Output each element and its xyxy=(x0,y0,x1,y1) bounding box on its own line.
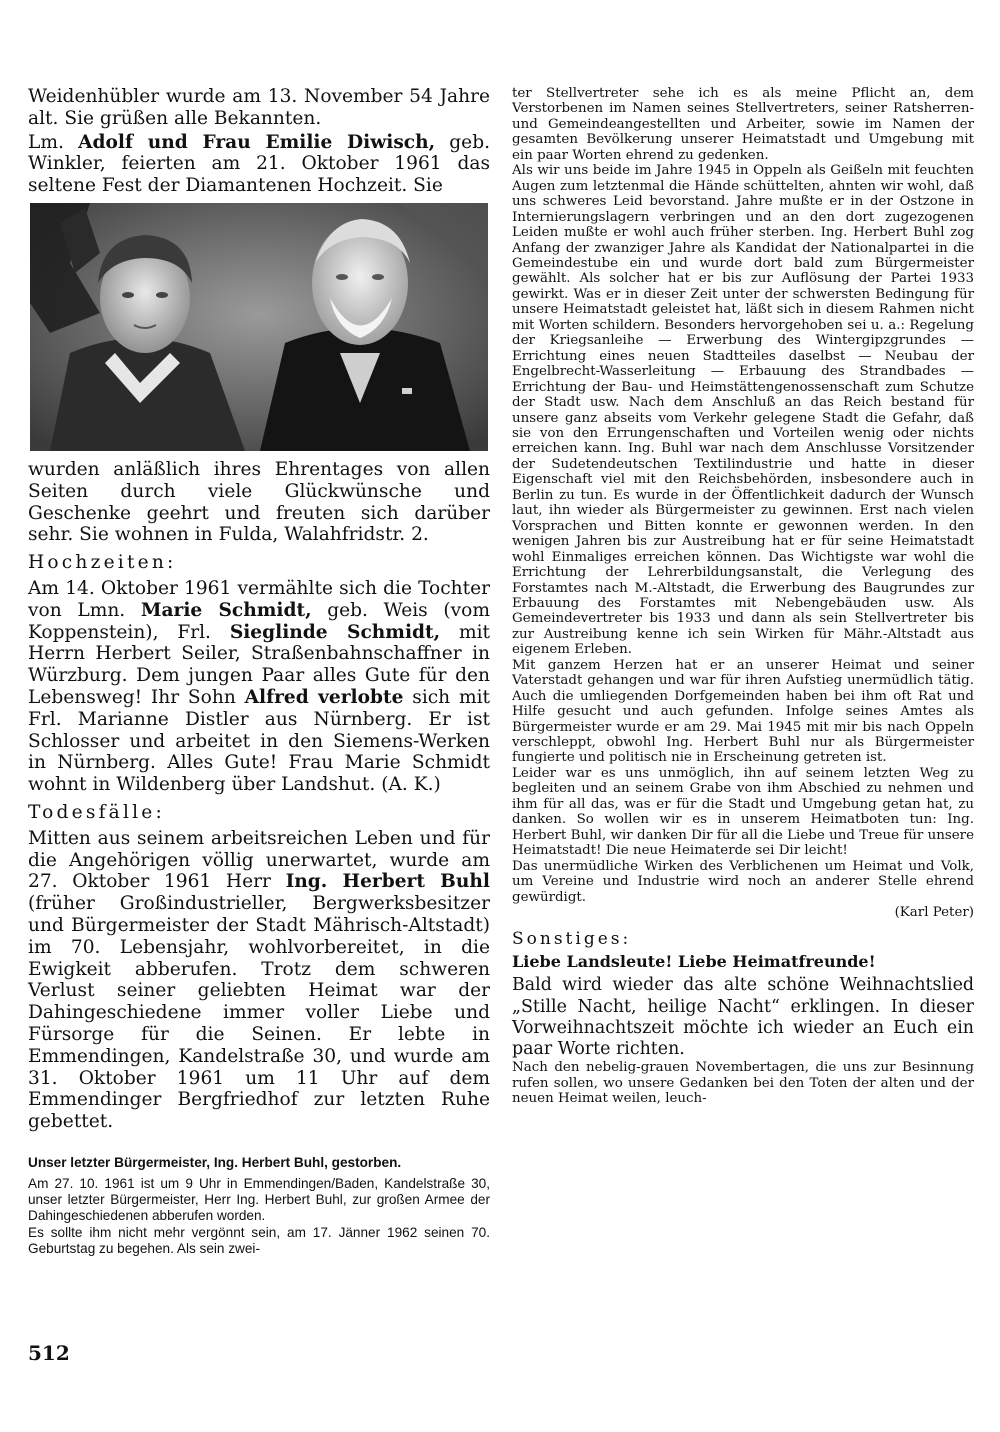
deaths-paragraph xyxy=(28,828,490,1133)
couple-photo xyxy=(30,203,488,451)
name-bold: Alfred verlobte xyxy=(244,686,404,708)
deaths-heading: Todesfälle: xyxy=(28,801,165,823)
right-paragraph-3: Mit ganzem Herzen hat er an unserer Heimat und seiner Vaterstadt gehangen und war für ihren Aufstieg unermüdlich tätig. Auch die umliegenden Dorfgemeinden haben bei ihm oft Rat und Hilfe gesucht und auch gefunden. Infolge seines Amtes als Bürgermeister wurde er am 29. Mai 1945 mit mir bis nach Oppeln verschleppt, obwohl Ing. Herbert Buhl nur als Bürgermeister fungierte und politisch nie in Erscheinung getreten ist. xyxy=(512,657,974,766)
text-span: Mitten aus seinem arbeitsreichen Leben und für die Angehörigen völlig unerwartet, wurde am 27. Oktober 1961 Herr xyxy=(28,827,490,893)
text-span: Lm. xyxy=(28,131,79,153)
signature: (Karl Peter) xyxy=(894,905,974,921)
right-paragraph-5 xyxy=(512,859,974,921)
weddings-heading: Hochzeiten: xyxy=(28,552,177,574)
name-bold: Ing. Herbert Buhl xyxy=(285,871,490,893)
text-span: mit Herrn Herbert Seiler, Straßenbahnschaffner in Würzburg. Dem jungen Paar alles Gute für den Lebensweg! Ihr Sohn xyxy=(28,621,490,708)
diamond-wedding-paragraph xyxy=(28,132,490,197)
text-span: Am 14. Oktober 1961 vermählte sich die Tochter von Lmn. xyxy=(28,577,490,621)
page-number: 512 xyxy=(28,1341,70,1365)
couple-photo-image xyxy=(30,203,488,451)
intro-paragraph: Weidenhübler wurde am 13. November 54 Jahre alt. Sie grüßen alle Bekannten. xyxy=(28,86,490,129)
right-column xyxy=(512,86,974,1107)
misc-heading: Sonstiges: xyxy=(512,929,632,950)
obituary-paragraph-1: Am 27. 10. 1961 ist um 9 Uhr in Emmendingen/Baden, Kandelstraße 30, unser letzter Bürgermeister, Herr Ing. Herbert Buhl, zur großen Armee der Dahingeschiedenen abberufen worden. xyxy=(28,1176,490,1223)
text-span: geb. Winkler, feierten am 21. Oktober 1961 das seltene Fest der Diamantenen Hochzeit. Sie xyxy=(28,131,491,197)
right-paragraph-1: ter Stellvertreter sehe ich es als meine Pflicht an, dem Verstorbenen im Namen seines Stellvertreters, seiner Ratsherren- und Gemeindeangestellten und Arbeiter, sowie im Namen der gesamten Bevölkerung unserer Heimatstadt und Umgebung mit ein paar Worten ehrend zu gedenken. xyxy=(512,86,974,163)
text-span: Das unermüdliche Wirken des Verblichenen um Heimat und Volk, um Vereine und Industrie wird noch an anderer Stelle ehrend gewürdigt. xyxy=(512,858,974,905)
text-span: (früher Großindustrieller, Bergwerksbesitzer und Bürgermeister der Stadt Mährisch-Altstadt) im 70. Lebensjahr, wohlvorbereitet, in die Ewigkeit abberufen. Trotz dem schweren Verlust seiner geliebten Heimat war der Dahingeschiedene immer voller Liebe und Fürsorge für die Seinen. Er lebte in Emmendingen, Kandelstraße 30, und wurde am 31. Oktober 1961 um 11 Uhr auf dem Emmendinger Bergfriedhof zur letzten Ruhe gebettet. xyxy=(28,893,490,1133)
christmas-paragraph: Bald wird wieder das alte schöne Weihnachtslied „Stille Nacht, heilige Nacht“ erklingen. In dieser Vorweihnachtszeit möchte ich wieder an Euch ein paar Worte richten. xyxy=(512,975,974,1059)
right-paragraph-2: Als wir uns beide im Jahre 1945 in Oppeln als Geißeln mit feuchten Augen zum letztenmal die Hände schüttelten, ahnten wir wohl, daß uns schweres Leid bevorstand. Jahre mußte er in der Ostzone in Internierungslagern verbringen und an den dort zugezogenen Leiden mußte er wohl auch früher sterben. Ing. Herbert Buhl zog Anfang der zwanziger Jahre als Kandidat der Nationalpartei in die Gemeindestube ein und wurde dort bald zum Bürgermeister gewählt. Als solcher hat er bis zur Auflösung der Partei 1933 gewirkt. Was er in dieser Zeit unter der schwersten Bedingung für unsere Heimatstadt geleistet hat, läßt sich in diesem Rahmen nicht mit Worten schildern. Besonders hervorgehoben sei u. a.: Regelung der Kriegsanleihe — Erwerbung des Wintergipzgrundes — Errichtung eines neuen Stadtteiles daselbst — Neubau der Engelbrecht-Wasserleitung — Erbauung des Strandbades — Errichtung der Bau- und Heimstättengenossenschaft zum Schutze der Stadt usw. Nach dem Anschluß an das Reich bestand für unsere ganz abseits vom Verkehr gelegene Stadt die Gefahr, daß sie von den Errungenschaften und Vorteilen wenig oder nichts erreichen kann. Ing. Buhl war nach dem Anschlusse Vorsitzender der Sudetendeutschen Textilindustrie und hatte in dieser Eigenschaft viel mit den Reichsbehörden, insbesondere auch in Berlin zu tun. Es wurde in der Öffentlichkeit dadurch der Wunsch laut, ihn wieder als Bürgermeister zu gewinnen. Erst nach vielen Vorsprachen und Bitten konnte er gewonnen werden. In den wenigen Jahren bis zur Austreibung hat er für seine Heimatstadt wohl Einmaliges erreichen können. Das Wichtigste war wohl die Errichtung der Lehrerbildungsanstalt, die Verlegung des Forstamtes nach M.-Altstadt, die Erwerbung des Baugrundes zur Erbauung des Forstamtes mit Nebengebäuden usw. Als Gemeindevertreter bis 1933 und dann als sein Stellvertreter bis zur Austreibung kenne ich sein Wirken für Mähr.-Altstadt aus eigenem Erleben. xyxy=(512,163,974,658)
right-paragraph-4: Leider war es uns unmöglich, ihn auf seinem letzten Weg zu begleiten und an seinem Grabe von ihm Abschied zu nehmen und ihm für all das, was er für die Stadt und Umgebung getan hat, zu danken. So wollen wir es in unserem Heimatboten tun: Ing. Herbert Buhl, wir danken Dir für all die Liebe und Treue für unsere Heimatstadt! Die neue Heimaterde sei Dir leicht! xyxy=(512,765,974,859)
obituary-article xyxy=(28,1155,490,1257)
obituary-heading: Unser letzter Bürgermeister, Ing. Herbert Buhl, gestorben. xyxy=(28,1154,402,1170)
name-bold: Marie Schmidt, xyxy=(140,599,312,621)
left-column xyxy=(28,86,490,1256)
last-paragraph: Nach den nebelig-grauen Novembertagen, die uns zur Besinnung rufen sollen, wo unsere Gedanken bei den Toten der alten und der neuen Heimat weilen, leuch- xyxy=(512,1060,974,1107)
text-span: geb. Weis (vom Koppenstein), Frl. xyxy=(28,599,490,643)
greeting-title: Liebe Landsleute! Liebe Heimatfreunde! xyxy=(512,951,876,971)
text-span: sich mit Frl. Marianne Distler aus Nürnberg. Er ist Schlosser und arbeitet in den Siemens-Werken in Nürnberg. Alles Gute! Frau Marie Schmidt wohnt in Wildenberg über Landshut. (A. K.) xyxy=(28,686,491,796)
couple-names: Adolf und Frau Emilie Diwisch, xyxy=(78,131,436,153)
after-photo-paragraph: wurden anläßlich ihres Ehrentages von allen Seiten durch viele Glückwünsche und Geschenke geehrt und freuten sich darüber sehr. Sie wohnen in Fulda, Walahfridstr. 2. xyxy=(28,458,490,546)
weddings-paragraph xyxy=(28,578,490,796)
obituary-paragraph-2: Es sollte ihm nicht mehr vergönnt sein, am 17. Jänner 1962 seinen 70. Geburtstag zu begehen. Als sein zwei- xyxy=(28,1225,490,1256)
name-bold: Sieglinde Schmidt, xyxy=(229,621,441,643)
